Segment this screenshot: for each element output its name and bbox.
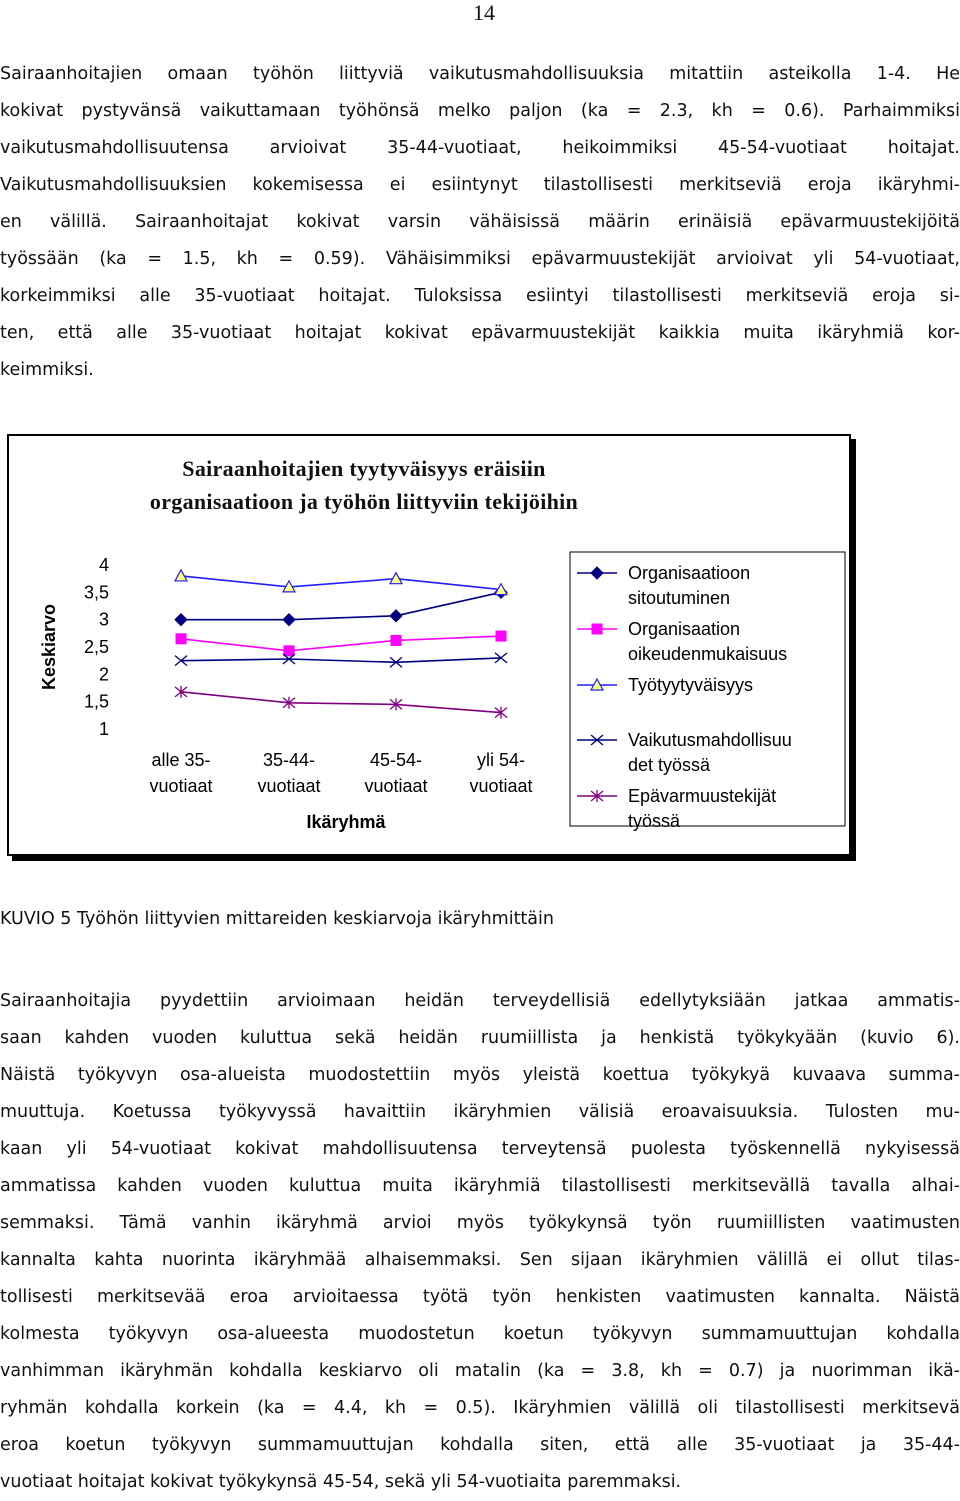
text-line: en välillä. Sairaanhoitajat kokivat varsin vähäisissä määrin erinäisiä epävarmuustekijöitä (0, 212, 960, 232)
x-tick-label: vuotiaat (149, 776, 213, 796)
legend-label: Vaikutusmahdollisuu (628, 730, 792, 750)
chart-title-line: Sairaanhoitajien tyytyväisyys eräisiin (182, 456, 546, 481)
text-line: keimmiksi. (0, 360, 94, 380)
data-point (283, 614, 295, 626)
text-line: työssään (ka = 1.5, kh = 0.59). Vähäisimmiksi epävarmuustekijät arvioivat yli 54-vuotiaat, (0, 249, 960, 269)
y-tick-label: 3 (98, 609, 109, 630)
text-line: kolmesta työkyvyn osa-alueesta muodostetun koetun työkyvyn summamuuttujan kohdalla (0, 1324, 960, 1344)
y-tick-label: 2,5 (83, 637, 109, 657)
text-line: ryhmän kohdalla korkein (ka = 4.4, kh = 0.5). Ikäryhmien välillä oli tilastollisesti merkitsevä (0, 1398, 960, 1418)
text-line: Vaikutusmahdollisuuksien kokemisessa ei esiintynyt tilastollisesti merkitseviä eroja ikäryhmi- (0, 175, 960, 195)
text-line: ammatissa kahden vuoden kuluttua muita ikäryhmiä tilastollisesti merkitsevällä tavalla alhai- (0, 1176, 960, 1196)
series-line (181, 658, 501, 662)
text-line: ten, että alle 35-vuotiaat hoitajat kokivat epävarmuustekijät kaikkia muita ikäryhmiä kor- (0, 323, 960, 343)
text-line: muuttuja. Koetussa työkyvyssä havaittiin ikäryhmien välisiä eroavaisuuksia. Tulosten mu- (0, 1102, 960, 1122)
text-line: kaan yli 54-vuotiaat kokivat mahdollisuutensa terveytensä puolesta työskennellä nykyisessä (0, 1139, 960, 1159)
legend-label: oikeudenmukaisuus (628, 644, 788, 664)
text-line: kannalta kahta nuorinta ikäryhmää alhaisemmaksi. Sen sijaan ikäryhmien välillä ei ollut tilas- (0, 1250, 960, 1270)
series-line (181, 636, 501, 651)
line-chart (9, 436, 849, 854)
legend-marker (592, 624, 602, 634)
y-tick-label: 3,5 (83, 582, 109, 603)
x-tick-label: vuotiaat (364, 776, 428, 796)
x-tick-label: alle 35- (151, 750, 211, 770)
series-line (181, 592, 501, 619)
x-axis-title: Ikäryhmä (306, 812, 386, 832)
text-line: saan kahden vuoden kuluttua sekä heidän ruumiillista ja henkistä työkykyään (kuvio 6). (0, 1028, 960, 1048)
data-point (176, 634, 186, 644)
y-tick-label: 1,5 (83, 691, 109, 712)
x-tick-label: vuotiaat (257, 776, 321, 796)
y-axis-title: Keskiarvo (39, 603, 59, 691)
x-tick-label: 35-44- (262, 750, 316, 770)
chart-title-line: organisaatioon ja työhön liittyviin tekijöihin (149, 489, 579, 514)
text-line: eroa koetun työkyvyn summamuuttujan kohdalla siten, että alle 35-vuotiaat ja 35-44- (0, 1435, 960, 1455)
legend-label: sitoutuminen (628, 588, 731, 608)
data-point (390, 610, 402, 622)
chart-frame (7, 434, 851, 856)
y-tick-label: 1 (98, 719, 109, 739)
text-line: tollisesti merkitsevää eroa arvioitaessa työtä työn henkisten vaatimusten kannalta. Näistä (0, 1287, 960, 1307)
text-line: Sairaanhoitajia pyydettiin arvioimaan heidän terveydellisiä edellytyksiään jatkaa ammatis- (0, 991, 960, 1011)
legend-label: Organisaation (628, 619, 741, 639)
data-point (390, 573, 402, 584)
x-tick-label: yli 54- (476, 750, 526, 770)
legend-label: Organisaatioon (628, 563, 751, 583)
data-point (284, 646, 294, 656)
data-point (391, 635, 401, 645)
series-line (181, 576, 501, 590)
series-line (181, 692, 501, 713)
text-line: Näistä työkyvyn osa-alueista muodostettiin myös yleistä koettua työkykyä kuvaava summa- (0, 1065, 960, 1085)
legend-label: työssä (628, 811, 681, 831)
y-tick-label: 4 (98, 555, 109, 575)
text-line: korkeimmiksi alle 35-vuotiaat hoitajat. Tuloksissa esiintyi tilastollisesti merkitseviä eroja si- (0, 286, 960, 306)
paragraph-1 (0, 56, 960, 389)
data-point (175, 614, 187, 626)
x-tick-label: vuotiaat (469, 776, 533, 796)
text-line: kokivat pystyvänsä vaikuttamaan työhönsä melko paljon (ka = 2.3, kh = 0.6). Parhaimmiksi (0, 101, 960, 121)
text-line: vanhimman ikäryhmän kohdalla keskiarvo oli matalin (ka = 3.8, kh = 0.7) ja nuorimman ikä- (0, 1361, 960, 1381)
y-tick-label: 2 (98, 664, 109, 685)
x-tick-label: 45-54- (369, 750, 423, 770)
page-number: 14 (473, 0, 495, 25)
legend-label: Työtyytyväisyys (628, 675, 754, 695)
legend-label: Epävarmuustekijät (628, 786, 777, 806)
paragraph-2 (0, 983, 960, 1501)
legend-label: det työssä (628, 755, 711, 775)
data-point (175, 570, 187, 581)
figure-caption: KUVIO 5 Työhön liittyvien mittareiden keskiarvoja ikäryhmittäin (0, 909, 554, 929)
text-line: Sairaanhoitajien omaan työhön liittyviä vaikutusmahdollisuuksia mitattiin asteikolla 1-4. He (0, 64, 960, 84)
text-line: semmaksi. Tämä vanhin ikäryhmä arvioi myös työkykynsä työn ruumiillisten vaatimusten (0, 1213, 960, 1233)
text-line: vuotiaat hoitajat kokivat työkykynsä 45-54, sekä yli 54-vuotiaita paremmaksi. (0, 1472, 682, 1492)
text-line: vaikutusmahdollisuutensa arvioivat 35-44-vuotiaat, heikoimmiksi 45-54-vuotiaat hoitajat. (0, 138, 960, 158)
data-point (496, 631, 506, 641)
